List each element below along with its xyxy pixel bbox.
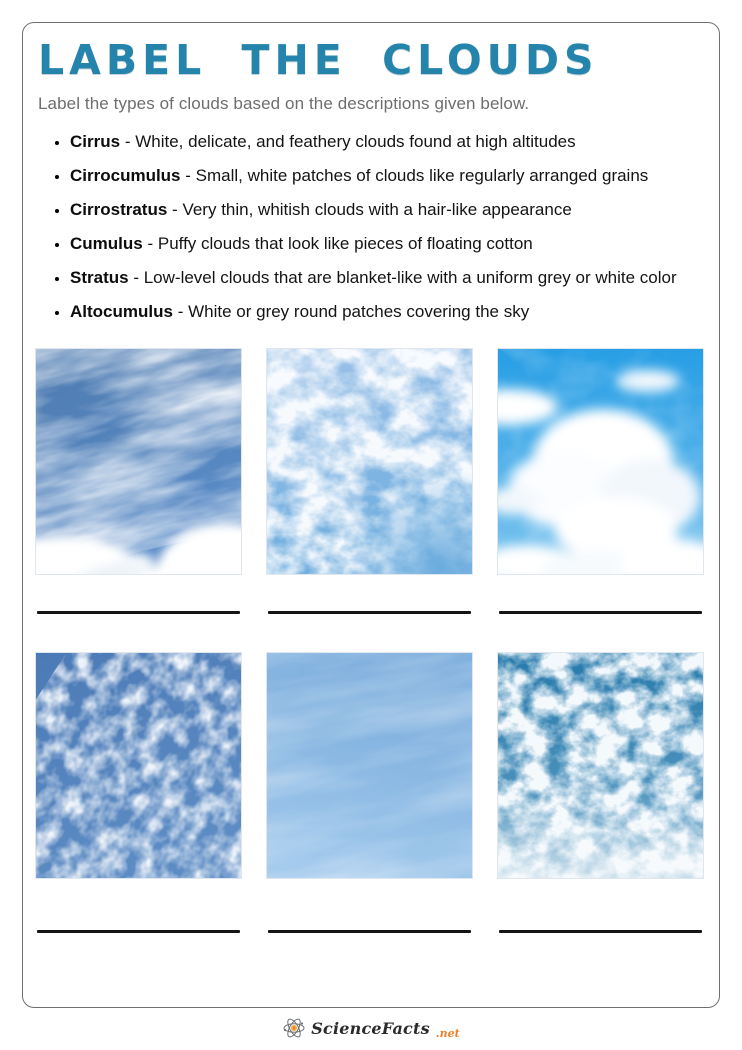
answer-blank-2	[268, 611, 471, 614]
cloud-term: Stratus	[70, 267, 129, 287]
logo-wordmark: ScienceFacts	[311, 1018, 430, 1038]
separator: -	[124, 132, 131, 152]
cloud-description: Very thin, whitish clouds with a hair-like appearance	[182, 199, 572, 219]
atom-icon	[282, 1016, 306, 1040]
cloud-photo-2	[267, 349, 472, 574]
cloud-term: Cumulus	[70, 233, 143, 253]
cloud-term: Cirrostratus	[70, 199, 168, 219]
cloud-term: Cirrocumulus	[70, 165, 181, 185]
page-title: LABEL THE CLOUDS	[38, 36, 599, 84]
answer-blank-3	[499, 611, 702, 614]
separator: -	[172, 199, 178, 219]
answer-blank-5	[268, 930, 471, 933]
cloud-description: Low-level clouds that are blanket-like with a uniform grey or white color	[143, 267, 677, 287]
answer-blank-6	[499, 930, 702, 933]
cloud-description: Small, white patches of clouds like regularly arranged grains	[195, 165, 649, 185]
cloud-term: Altocumulus	[70, 301, 173, 321]
list-item	[70, 233, 681, 255]
separator: -	[177, 301, 184, 321]
cloud-photo-4	[36, 653, 241, 878]
cloud-photo-3	[498, 349, 703, 574]
cloud-definitions-list	[36, 131, 691, 323]
separator: -	[133, 267, 139, 287]
cloud-description: White, delicate, and feathery clouds found at high altitudes	[135, 132, 576, 152]
answer-blank-1	[37, 611, 240, 614]
page-subtitle: Label the types of clouds based on the descriptions given below.	[38, 94, 530, 114]
photo-grid	[36, 349, 706, 933]
worksheet-page	[22, 22, 720, 1008]
separator: -	[147, 233, 154, 253]
cloud-photo-5	[267, 653, 472, 878]
cloud-description: Puffy clouds that look like pieces of floating cotton	[157, 233, 533, 253]
answer-blank-row-1	[36, 611, 706, 614]
list-item	[70, 199, 681, 221]
list-item	[70, 267, 681, 289]
cloud-photo-6	[498, 653, 703, 878]
cloud-photo-1	[36, 349, 241, 574]
answer-blank-row-2	[36, 930, 706, 933]
list-item	[70, 301, 681, 323]
logo-tld: .net	[435, 1027, 460, 1040]
photo-row-1	[36, 349, 706, 574]
cloud-description: White or grey round patches covering the sky	[188, 301, 530, 321]
answer-blank-4	[37, 930, 240, 933]
list-item	[70, 165, 681, 187]
list-item	[70, 131, 681, 153]
footer	[0, 1013, 742, 1043]
separator: -	[185, 165, 191, 185]
cloud-term: Cirrus	[70, 132, 121, 152]
photo-row-2	[36, 653, 706, 878]
